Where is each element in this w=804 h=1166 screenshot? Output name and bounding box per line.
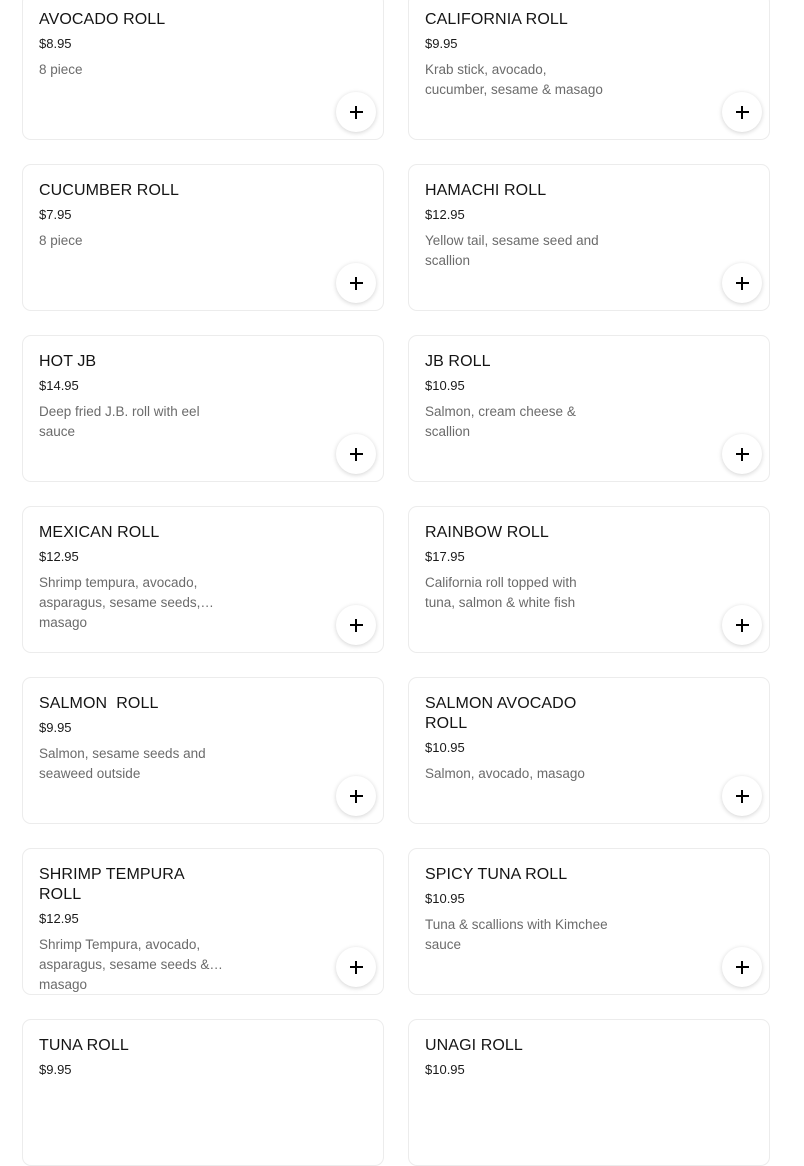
plus-icon [736, 277, 749, 290]
item-price: $10.95 [425, 1062, 465, 1077]
item-meta [425, 36, 610, 100]
add-to-cart-button[interactable] [336, 92, 376, 132]
item-name: HOT JB [39, 353, 97, 370]
item-description: Shrimp Tempura, avocado, asparagus, sesame seeds & masago [39, 937, 210, 992]
menu-item-card[interactable] [408, 164, 770, 311]
add-to-cart-button[interactable] [722, 263, 762, 303]
item-name: MEXICAN ROLL [39, 524, 160, 541]
item-price: $9.95 [39, 1062, 72, 1077]
plus-icon [350, 790, 363, 803]
menu-item-card[interactable] [22, 506, 384, 653]
item-name: AVOCADO ROLL [39, 11, 166, 28]
menu-item-card[interactable] [22, 848, 384, 995]
item-meta [39, 378, 224, 442]
item-meta [39, 207, 224, 251]
item-price: $17.95 [425, 549, 465, 564]
plus-icon [736, 106, 749, 119]
item-price: $14.95 [39, 378, 79, 393]
add-to-cart-button[interactable] [336, 434, 376, 474]
item-price: $8.95 [39, 36, 72, 51]
menu-item-card[interactable] [408, 677, 770, 824]
menu-item-card[interactable] [408, 506, 770, 653]
item-name: RAINBOW ROLL [425, 524, 549, 541]
item-price: $12.95 [39, 549, 79, 564]
menu-item-card[interactable] [22, 0, 384, 140]
item-description: California roll topped with tuna, salmon & white fish [425, 575, 577, 610]
item-meta [39, 36, 224, 80]
item-description: Salmon, avocado, masago [425, 766, 585, 781]
item-meta [425, 549, 610, 613]
item-meta [425, 207, 610, 271]
item-name: JB ROLL [425, 353, 491, 370]
add-to-cart-button[interactable] [722, 605, 762, 645]
add-to-cart-button[interactable] [722, 434, 762, 474]
add-to-cart-button[interactable] [722, 776, 762, 816]
item-name: TUNA ROLL [39, 1037, 129, 1054]
item-description: 8 piece [39, 233, 83, 248]
item-price: $9.95 [425, 36, 458, 51]
item-meta [425, 378, 610, 442]
plus-icon [350, 106, 363, 119]
item-price: $12.95 [39, 911, 79, 926]
plus-icon [350, 448, 363, 461]
item-name: SALMON AVOCADO ROLL [425, 695, 577, 732]
item-price: $10.95 [425, 891, 465, 906]
menu-item-card[interactable] [408, 848, 770, 995]
item-meta [39, 911, 224, 992]
plus-icon [736, 448, 749, 461]
item-description: Tuna & scallions with Kimchee sauce [425, 917, 608, 952]
item-description: Deep fried J.B. roll with eel sauce [39, 404, 200, 439]
item-name: CALIFORNIA ROLL [425, 11, 568, 28]
item-name: UNAGI ROLL [425, 1037, 523, 1054]
item-price: $10.95 [425, 378, 465, 393]
plus-icon [736, 790, 749, 803]
add-to-cart-button[interactable] [336, 947, 376, 987]
item-meta [39, 1062, 224, 1086]
item-name: HAMACHI ROLL [425, 182, 547, 199]
menu-item-card[interactable] [408, 0, 770, 140]
item-meta [425, 1062, 610, 1086]
item-description: Salmon, sesame seeds and seaweed outside [39, 746, 206, 781]
item-description: 8 piece [39, 62, 83, 77]
item-description: Salmon, cream cheese & scallion [425, 404, 576, 439]
item-name: SALMON ROLL [39, 695, 159, 712]
plus-icon [350, 277, 363, 290]
menu-item-card[interactable] [22, 1019, 384, 1166]
item-price: $7.95 [39, 207, 72, 222]
add-to-cart-button[interactable] [336, 605, 376, 645]
item-meta [425, 740, 610, 784]
plus-icon [736, 619, 749, 632]
item-meta [39, 549, 224, 630]
add-to-cart-button[interactable] [722, 947, 762, 987]
item-price: $9.95 [39, 720, 72, 735]
item-meta [39, 720, 224, 784]
item-description: Shrimp tempura, avocado, asparagus, sesame seeds, masago [39, 575, 201, 630]
item-price: $10.95 [425, 740, 465, 755]
item-name: CUCUMBER ROLL [39, 182, 179, 199]
item-price: $12.95 [425, 207, 465, 222]
menu-item-card[interactable] [22, 335, 384, 482]
item-meta [425, 891, 610, 955]
menu-item-card[interactable] [22, 164, 384, 311]
plus-icon [736, 961, 749, 974]
menu-item-card[interactable] [408, 335, 770, 482]
item-description: Yellow tail, sesame seed and scallion [425, 233, 599, 268]
menu-item-card[interactable] [408, 1019, 770, 1166]
plus-icon [350, 619, 363, 632]
menu-item-card[interactable] [22, 677, 384, 824]
plus-icon [350, 961, 363, 974]
item-description: Krab stick, avocado, cucumber, sesame & masago [425, 62, 603, 97]
add-to-cart-button[interactable] [336, 263, 376, 303]
add-to-cart-button[interactable] [336, 776, 376, 816]
add-to-cart-button[interactable] [722, 92, 762, 132]
item-name: SHRIMP TEMPURA ROLL [39, 866, 184, 903]
item-name: SPICY TUNA ROLL [425, 866, 568, 883]
